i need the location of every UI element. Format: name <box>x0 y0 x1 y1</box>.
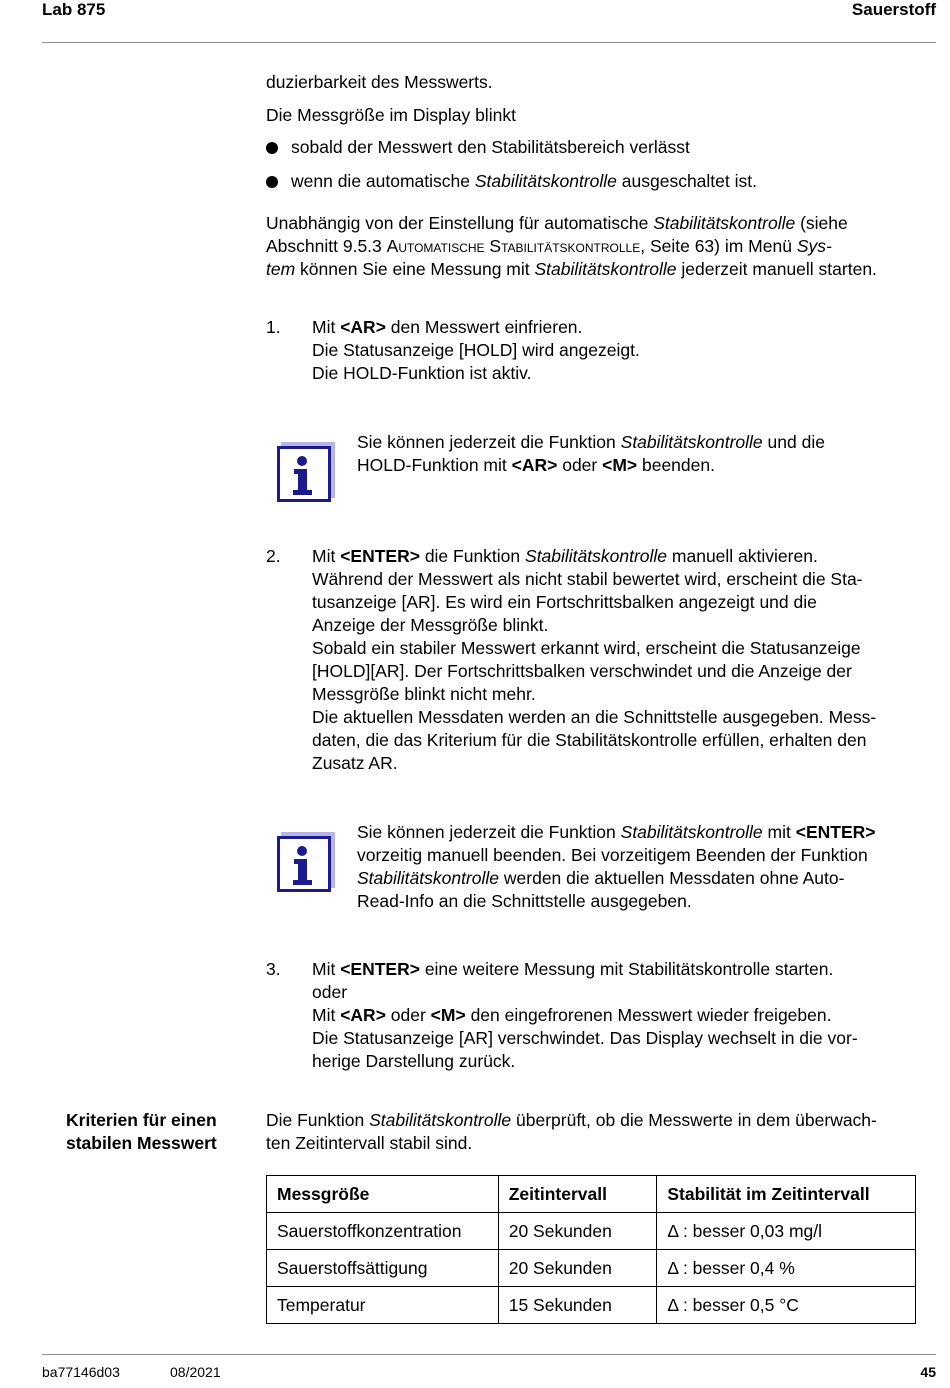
table-row <box>267 1287 916 1324</box>
stability-criteria-table <box>266 1175 916 1324</box>
key-label: <AR> <box>340 317 386 337</box>
footer-doc-id: ba77146d03 <box>42 1364 120 1380</box>
table-cell: Δ : besser 0,03 mg/l <box>657 1213 916 1250</box>
table-cell: Sauerstoffkonzentration <box>267 1213 499 1250</box>
step-3-number: 3. <box>266 959 281 979</box>
table-cell: 20 Sekunden <box>498 1250 657 1287</box>
bullet-text: wenn die automatische Stabilitätskontrolle ausgeschaltet ist. <box>291 171 757 191</box>
table-row <box>267 1213 916 1250</box>
info-icon <box>277 832 335 892</box>
info-icon <box>277 442 335 502</box>
bullet-text: sobald der Messwert den Stabilitätsbereich verlässt <box>291 137 690 157</box>
column-header: Messgröße <box>267 1176 499 1213</box>
step-2-number: 2. <box>266 546 281 566</box>
table-cell: Sauerstoffsättigung <box>267 1250 499 1287</box>
table-cell: 15 Sekunden <box>498 1287 657 1324</box>
table-cell: Δ : besser 0,4 % <box>657 1250 916 1287</box>
section-reference: Automatische Stabilitätskontrolle <box>386 236 641 256</box>
footer-page-number: 45 <box>920 1364 936 1380</box>
intro-paragraph: Unabhängig von der Einstellung für automatische Stabilitätskontrolle (siehe Abschnitt 9.5.3 Automatische Stabilitätskontrolle, Seite 63) im Menü Sys- tem können Sie eine Messung mit Stabilitätskontrolle jederzeit manuell starten. <box>266 213 877 279</box>
side-heading: Kriterien für einen stabilen Messwert <box>66 1110 217 1153</box>
footer-date: 08/2021 <box>170 1364 221 1380</box>
table-cell: Temperatur <box>267 1287 499 1324</box>
table-header-row <box>267 1176 916 1213</box>
header-title-right: Sauerstoff <box>851 0 936 19</box>
step-3-body: Mit <ENTER> eine weitere Messung mit Stabilitätskontrolle starten. oder Mit <AR> oder <M> den eingefrorenen Messwert wieder freigeben. Die Statusanzeige [AR] verschwindet. Das Display wechselt in die vor- herige Darstellung zurück. <box>312 959 858 1071</box>
bullet-dot-icon <box>266 142 278 154</box>
intro-line-2: Die Messgröße im Display blinkt <box>266 105 516 125</box>
column-header: Stabilität im Zeitintervall <box>657 1176 916 1213</box>
header-rule <box>42 42 936 43</box>
intro-line-1: duzierbarkeit des Messwerts. <box>266 72 493 92</box>
criteria-paragraph: Die Funktion Stabilitätskontrolle überprüft, ob die Messwerte in dem überwach- ten Zeitintervall stabil sind. <box>266 1110 877 1153</box>
info-note-2: Sie können jederzeit die Funktion Stabilitätskontrolle mit <ENTER> vorzeitig manuell beenden. Bei vorzeitigem Beenden der Funktion Stabilitätskontrolle werden die aktuellen Messdaten ohne Auto- Read-Info an die Schnittstelle ausgegeben. <box>357 822 876 911</box>
column-header: Zeitintervall <box>498 1176 657 1213</box>
table-cell: Δ : besser 0,5 °C <box>657 1287 916 1324</box>
info-note-1: Sie können jederzeit die Funktion Stabilitätskontrolle und die HOLD-Funktion mit <AR> oder <M> beenden. <box>357 432 825 475</box>
table-cell: 20 Sekunden <box>498 1213 657 1250</box>
step-2-body: Mit <ENTER> die Funktion Stabilitätskontrolle manuell aktivieren. Während der Messwert als nicht stabil bewertet wird, erscheint die Sta- tusanzeige [AR]. Es wird ein Fortschrittsbalken angezeigt und die Anzeige der Messgröße blinkt. Sobald ein stabiler Messwert erkannt wird, erscheint die Statusanzeige [HOLD][AR]. Der Fortschrittsbalken verschwindet und die Anzeige der Messgröße blinkt nicht mehr. Die aktuellen Messdaten werden an die Schnittstelle ausgegeben. Mess- daten, die das Kriterium für die Stabilitätskontrolle erfüllen, erhalten den Zusatz AR. <box>312 546 877 773</box>
step-1-body: Mit <AR> den Messwert einfrieren. Die Statusanzeige [HOLD] wird angezeigt. Die HOLD-Funktion ist aktiv. <box>312 317 640 383</box>
footer-rule <box>42 1354 936 1355</box>
header-title-left: Lab 875 <box>42 0 106 19</box>
bullet-dot-icon <box>266 176 278 188</box>
step-1-number: 1. <box>266 317 281 337</box>
table-row <box>267 1250 916 1287</box>
